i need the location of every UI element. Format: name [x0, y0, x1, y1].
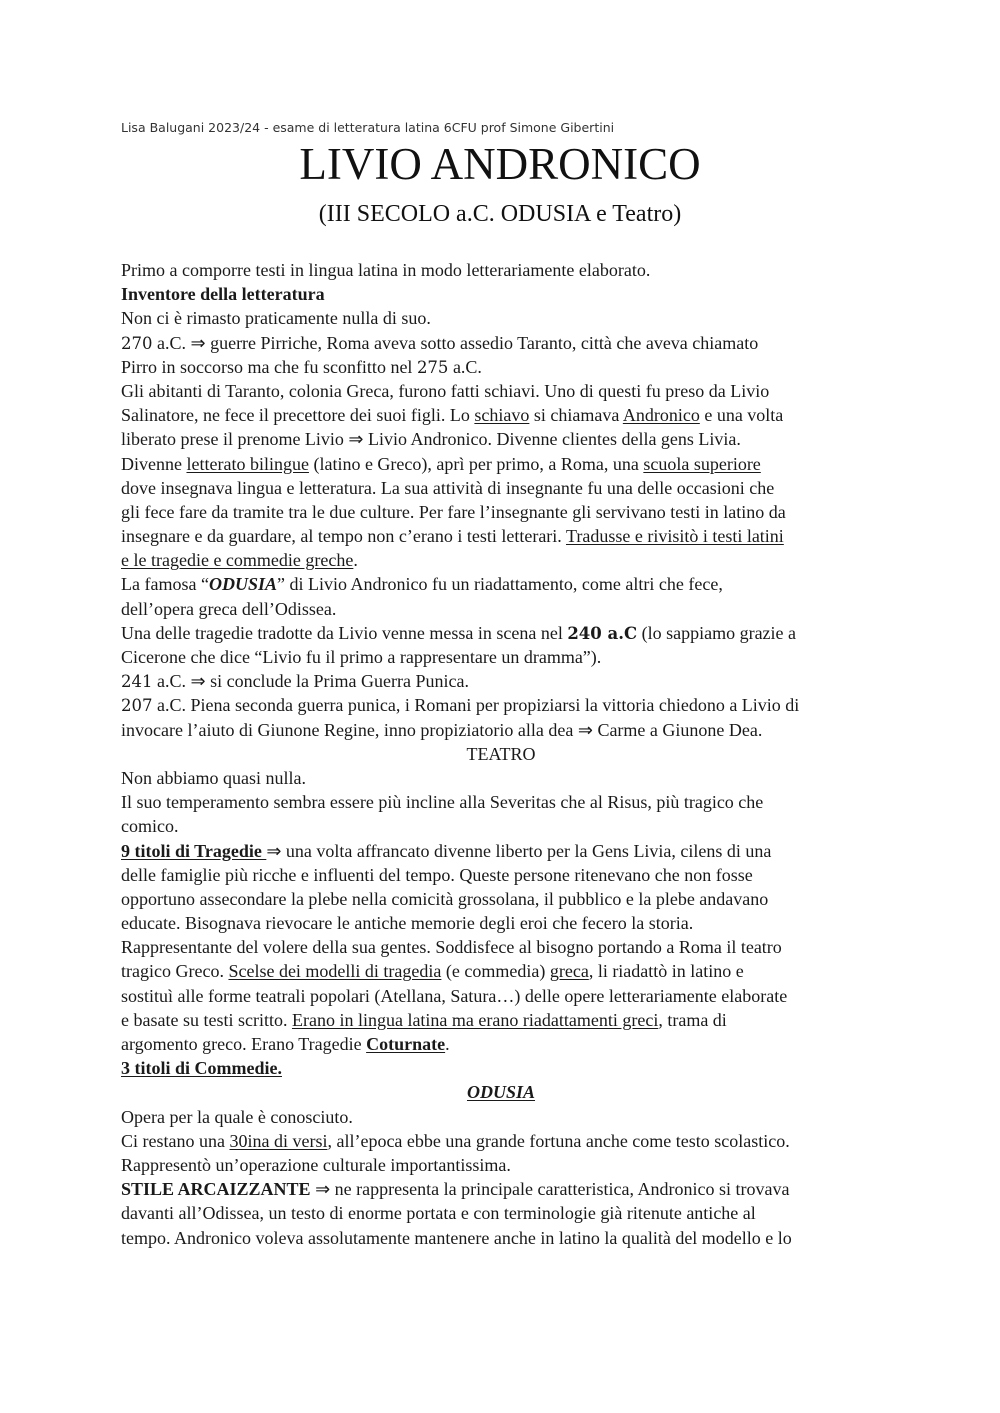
text-line: davanti all’Odissea, un testo di enorme portata e con terminologie già ritenute antiche al [121, 1203, 756, 1224]
section-heading-odusia: ODUSIA [466, 1082, 536, 1103]
text-line: Non abbiamo quasi nulla. [121, 767, 306, 788]
text-line: 270 a.C. ⇒ guerre Pirriche, Roma aveva sotto assedio Taranto, città che aveva chiamato [121, 332, 759, 353]
text-line: argomento greco. Erano Tragedie Coturnate. [121, 1034, 450, 1054]
text-line: 207 a.C. Piena seconda guerra punica, i Romani per propiziarsi la vittoria chiedono a Livio di [121, 695, 800, 716]
section-heading-teatro: TEATRO [466, 743, 536, 764]
page-title: LIVIO ANDRONICO [299, 139, 701, 189]
text-line: delle famiglie più ricche e influenti del tempo. Queste persone ritenevano che non fosse [121, 864, 753, 885]
text-line: Il suo temperamento sembra essere più incline alla Severitas che al Risus, più tragico che [121, 792, 764, 813]
text-line: Non ci è rimasto praticamente nulla di suo. [121, 308, 431, 329]
text-line: tragico Greco. Scelse dei modelli di tragedia (e commedia) greca, li riadattò in latino e [121, 961, 744, 982]
text-line: educate. Bisognava rievocare le antiche memorie degli eroi che fecero la storia. [121, 913, 694, 934]
page-subtitle: (III SECOLO a.C. ODUSIA e Teatro) [318, 201, 682, 227]
text-line: Gli abitanti di Taranto, colonia Greca, furono fatti schiavi. Uno di questi fu preso da Livio [121, 380, 770, 401]
body-text [121, 258, 881, 1250]
text-line: dove insegnava lingua e letteratura. La sua attività di insegnante fu una delle occasioni che [121, 477, 775, 498]
text-line: Una delle tragedie tradotte da Livio venne messa in scena nel 240 a.C (lo sappiamo grazie a [121, 622, 797, 643]
text-line: Pirro in soccorso ma che fu sconfitto nel 275 a.C. [121, 356, 482, 377]
text-line: Opera per la quale è conosciuto. [121, 1106, 353, 1127]
text-line: invocare l’aiuto di Giunone Regine, inno propiziatorio alla dea ⇒ Carme a Giunone Dea. [121, 719, 763, 740]
text-line: tempo. Andronico voleva assolutamente mantenere anche in latino la qualità del modello e lo [121, 1227, 792, 1248]
header-note: Lisa Balugani 2023/24 - esame di letteratura latina 6CFU prof Simone Gibertini [121, 120, 615, 135]
text-line: 3 titoli di Commedie. [121, 1058, 282, 1079]
text-line: insegnare e da guardare, al tempo non c’erano i testi letterari. Tradusse e rivisitò i testi latini [121, 526, 784, 547]
text-line: Cicerone che dice “Livio fu il primo a rappresentare un dramma”). [121, 647, 602, 667]
text-line: Salinatore, ne fece il precettore dei suoi figli. Lo schiavo si chiamava Andronico e una volta [121, 405, 784, 426]
text-line: opportuno assecondare la plebe nella comicità grossolana, il pubblico e la plebe andavano [121, 888, 769, 909]
text-line: 241 a.C. ⇒ si conclude la Prima Guerra Punica. [121, 671, 469, 692]
text-line: Inventore della letteratura [121, 284, 325, 305]
text-line: dell’opera greca dell’Odissea. [121, 598, 337, 619]
text-line: e basate su testi scritto. Erano in lingua latina ma erano riadattamenti greci, trama di [121, 1009, 727, 1030]
text-line: Divenne letterato bilingue (latino e Greco), aprì per primo, a Roma, una scuola superiore [121, 453, 761, 474]
text-line: sostituì alle forme teatrali popolari (Atellana, Satura…) delle opere letterariamente elaborate [121, 985, 788, 1006]
text-line: La famosa “ODUSIA” di Livio Andronico fu un riadattamento, come altri che fece, [121, 574, 723, 595]
text-line: e le tragedie e commedie greche. [121, 550, 358, 571]
text-line: Rappresentò un’operazione culturale importantissima. [121, 1154, 511, 1175]
text-line: comico. [121, 816, 179, 837]
text-line: Rappresentante del volere della sua gentes. Soddisfece al bisogno portando a Roma il teatro [121, 937, 782, 958]
text-line: Ci restano una 30ina di versi, all’epoca ebbe una grande fortuna anche come testo scolastico. [121, 1130, 790, 1151]
text-line: Primo a comporre testi in lingua latina in modo letterariamente elaborato. [121, 260, 651, 280]
text-line: 9 titoli di Tragedie ⇒ una volta affrancato divenne liberto per la Gens Livia, cilens di una [121, 840, 772, 861]
text-line: liberato prese il prenome Livio ⇒ Livio Andronico. Divenne clientes della gens Livia. [121, 429, 741, 450]
text-line: gli fece fare da tramite tra le due culture. Per fare l’insegnante gli servivano testi in latino da [121, 501, 786, 522]
text-line: STILE ARCAIZZANTE ⇒ ne rappresenta la principale caratteristica, Andronico si trovava [121, 1179, 790, 1200]
